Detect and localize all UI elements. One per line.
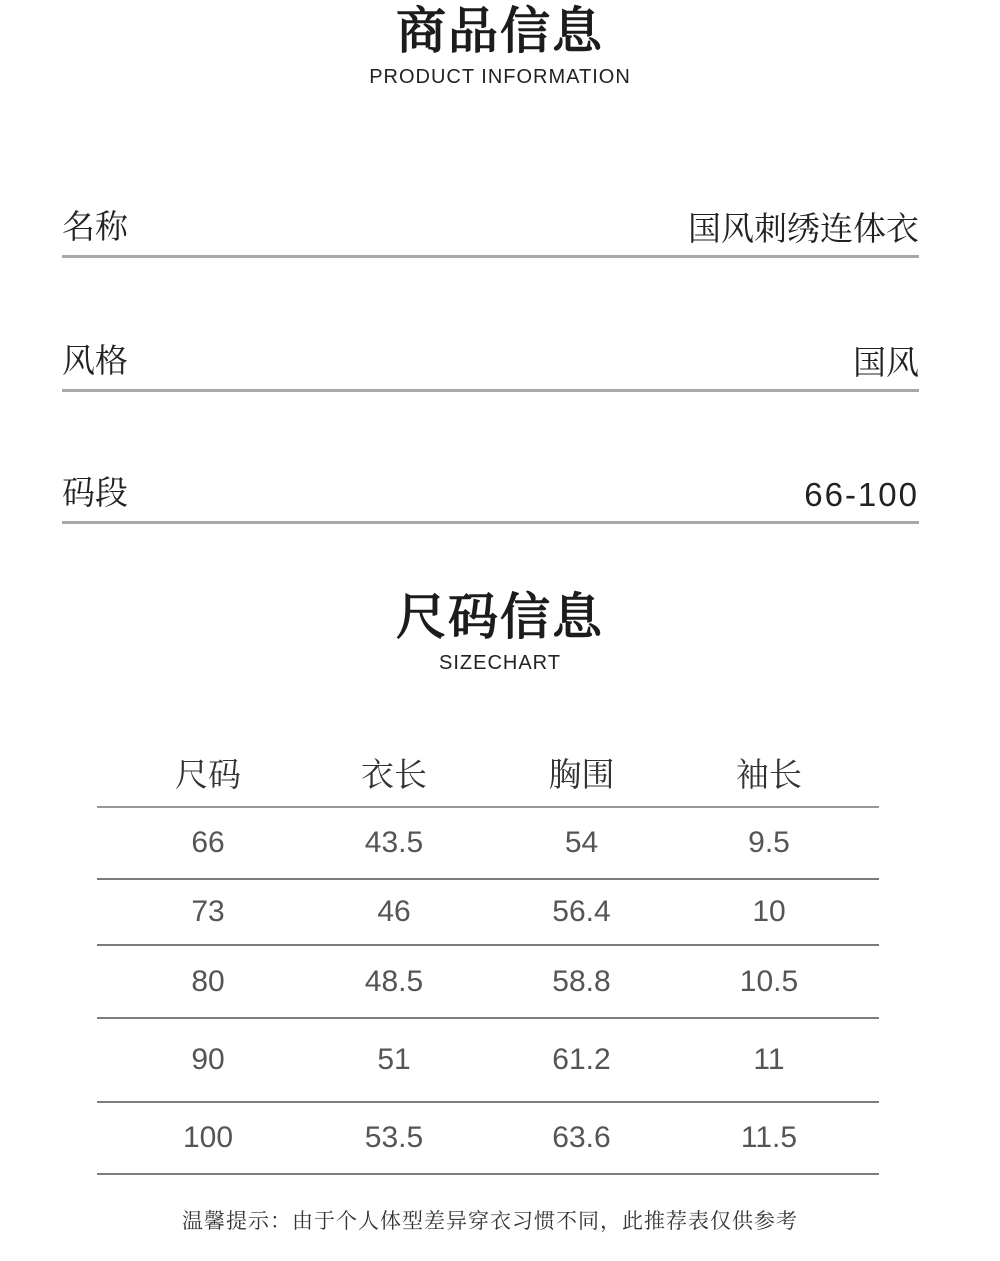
size-chart-heading: [0, 588, 1000, 675]
cell-chest: 56.4: [552, 895, 611, 928]
cell-sleeve: 11: [753, 1043, 785, 1076]
size-table-header: [97, 738, 879, 808]
cell-length: 48.5: [364, 964, 424, 998]
info-label-name: 名称: [62, 207, 128, 246]
header-size: 尺码: [175, 755, 241, 793]
size-table: [97, 738, 879, 1175]
info-row-style: [62, 330, 919, 392]
cell-sleeve: 11.5: [740, 1121, 798, 1154]
cell-chest: 61.2: [552, 1043, 611, 1076]
cell-size: 100: [182, 1121, 234, 1154]
cell-length: 46: [377, 895, 411, 928]
info-row-name: [62, 196, 919, 258]
cell-chest: 63.6: [552, 1121, 611, 1154]
info-label-style: 风格: [62, 341, 128, 380]
info-value-size-range: 66-100: [804, 476, 919, 513]
cell-size: 73: [191, 895, 225, 928]
cell-chest: 54: [564, 826, 599, 859]
cell-sleeve: 9.5: [748, 826, 790, 859]
info-label-size-range: 码段: [62, 473, 128, 512]
info-value-style: 国风: [853, 343, 919, 382]
cell-size: 80: [191, 964, 225, 998]
header-chest: 胸围: [548, 755, 615, 793]
table-row: [97, 946, 879, 1019]
size-tip-note: 温馨提示：由于个人体型差异穿衣习惯不同，此推荐表仅供参考: [182, 1209, 798, 1233]
cell-chest: 58.8: [552, 964, 611, 998]
table-row: [97, 1019, 879, 1103]
info-value-name: 国风刺绣连体衣: [688, 209, 919, 248]
size-chart-subtitle: SIZECHART: [439, 652, 561, 674]
table-row: [97, 880, 879, 946]
cell-length: 53.5: [364, 1121, 424, 1154]
table-row: [97, 1103, 879, 1175]
cell-size: 90: [191, 1043, 225, 1076]
size-chart-title: 尺码信息: [396, 588, 604, 646]
info-row-size-range: [62, 462, 919, 524]
cell-sleeve: 10: [752, 895, 786, 928]
cell-size: 66: [191, 826, 225, 859]
table-row: [97, 808, 879, 880]
product-info-heading: [0, 2, 1000, 89]
cell-length: 43.5: [364, 826, 424, 859]
cell-length: 51: [377, 1043, 411, 1076]
product-info-subtitle: PRODUCT INFORMATION: [369, 66, 631, 88]
header-sleeve: 袖长: [736, 755, 802, 793]
cell-sleeve: 10.5: [739, 964, 799, 998]
header-length: 衣长: [361, 755, 427, 793]
product-info-title: 商品信息: [396, 2, 604, 60]
